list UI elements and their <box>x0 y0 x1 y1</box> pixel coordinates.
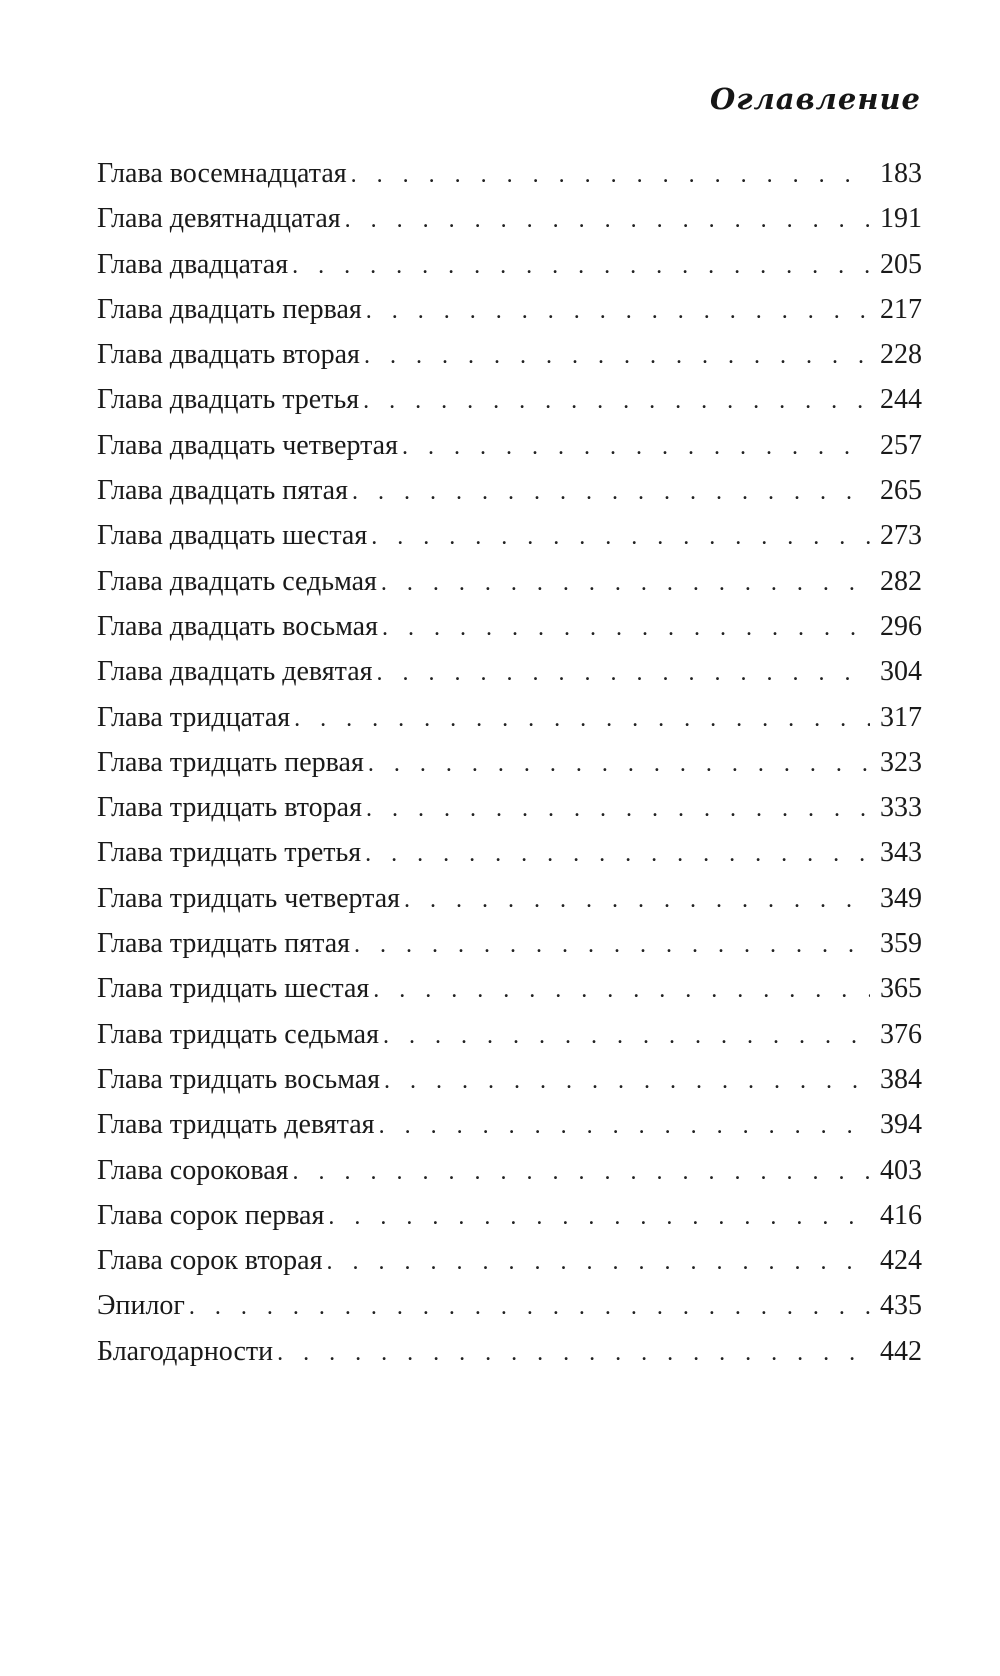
toc-entry-title: Глава тридцать шестая <box>97 973 370 1005</box>
toc-entry <box>97 513 922 558</box>
toc-entry <box>97 876 922 921</box>
toc-entry <box>97 1193 922 1238</box>
toc-entry <box>97 468 922 513</box>
table-of-contents <box>97 151 922 1374</box>
toc-entry-title: Глава двадцать девятая <box>97 656 373 688</box>
toc-entry <box>97 1238 922 1283</box>
toc-entry-title: Глава сорок вторая <box>97 1245 323 1277</box>
toc-entry <box>97 287 922 332</box>
dot-leader <box>352 470 870 515</box>
toc-entry <box>97 1057 922 1102</box>
dot-leader <box>368 742 870 787</box>
toc-entry-title: Глава тридцать первая <box>97 746 364 778</box>
dot-leader <box>328 1195 870 1240</box>
toc-entry <box>97 1283 922 1328</box>
dot-leader <box>189 1285 870 1330</box>
dot-leader <box>365 832 870 877</box>
toc-entry <box>97 921 922 966</box>
toc-entry <box>97 830 922 875</box>
dot-leader <box>366 787 870 832</box>
dot-leader <box>294 697 870 742</box>
dot-leader <box>292 244 870 289</box>
toc-entry-title: Эпилог <box>97 1290 185 1322</box>
dot-leader <box>371 515 870 560</box>
toc-entry-page: 205 <box>880 248 922 280</box>
running-header: Оглавление <box>710 82 921 116</box>
toc-entry-title: Глава двадцать седьмая <box>97 565 377 597</box>
toc-entry <box>97 1012 922 1057</box>
toc-entry-page: 265 <box>880 475 922 507</box>
toc-entry-title: Глава восемнадцатая <box>97 158 347 189</box>
dot-leader <box>327 1240 871 1285</box>
toc-entry-title: Глава двадцать первая <box>97 293 362 325</box>
toc-entry-page: 282 <box>880 565 922 597</box>
toc-entry <box>97 423 922 468</box>
toc-entry-title: Глава тридцать седьмая <box>97 1018 379 1050</box>
toc-entry-title: Глава двадцать восьмая <box>97 610 378 642</box>
dot-leader <box>354 923 870 968</box>
toc-entry <box>97 740 922 785</box>
toc-entry <box>97 559 922 604</box>
toc-entry <box>97 604 922 649</box>
dot-leader <box>373 968 870 1013</box>
toc-entry-page: 403 <box>880 1154 922 1186</box>
toc-entry-page: 228 <box>880 339 922 371</box>
toc-entry-page: 273 <box>880 520 922 552</box>
toc-entry-page: 384 <box>880 1063 922 1095</box>
dot-leader <box>382 606 870 651</box>
toc-entry <box>97 196 922 241</box>
toc-entry-title: Глава двадцатая <box>97 248 289 280</box>
toc-entry <box>97 242 922 287</box>
toc-entry-page: 296 <box>880 610 922 642</box>
toc-entry <box>97 695 922 740</box>
toc-entry-title: Глава сорок первая <box>97 1199 325 1231</box>
toc-entry-title: Глава тридцать пятая <box>97 928 351 960</box>
toc-entry-page: 435 <box>880 1290 922 1322</box>
toc-entry <box>97 377 922 422</box>
dot-leader <box>402 425 870 470</box>
toc-entry-page: 424 <box>880 1245 922 1277</box>
toc-entry-title: Глава двадцать шестая <box>97 520 368 552</box>
toc-entry-title: Глава двадцать пятая <box>97 475 348 507</box>
toc-entry <box>97 785 922 830</box>
toc-entry-page: 257 <box>880 429 922 461</box>
toc-entry-page: 217 <box>880 293 922 325</box>
dot-leader <box>404 878 870 923</box>
toc-entry-page: 416 <box>880 1199 922 1231</box>
toc-entry-page: 394 <box>880 1109 922 1141</box>
toc-entry <box>97 151 922 196</box>
dot-leader <box>277 1331 870 1376</box>
toc-entry-title: Глава тридцать четвертая <box>97 882 401 914</box>
toc-entry <box>97 1102 922 1147</box>
toc-entry <box>97 1148 922 1193</box>
toc-entry-page: 317 <box>880 701 922 733</box>
dot-leader <box>377 651 870 696</box>
toc-entry-page: 244 <box>880 384 922 416</box>
toc-entry-page: 359 <box>880 928 922 960</box>
toc-entry-title: Глава тридцать вторая <box>97 792 362 824</box>
toc-entry <box>97 966 922 1011</box>
dot-leader <box>293 1150 870 1195</box>
dot-leader <box>366 289 870 334</box>
toc-entry <box>97 332 922 377</box>
toc-entry-title: Глава двадцать третья <box>97 384 360 416</box>
toc-entry-title: Глава двадцать вторая <box>97 339 360 371</box>
toc-entry-page: 343 <box>880 837 922 869</box>
dot-leader <box>351 153 870 198</box>
dot-leader <box>384 1059 870 1104</box>
toc-entry-page: 376 <box>880 1018 922 1050</box>
dot-leader <box>364 334 870 379</box>
dot-leader <box>363 379 870 424</box>
toc-entry-title: Глава тридцать восьмая <box>97 1063 381 1095</box>
dot-leader <box>345 198 870 243</box>
toc-entry-page: 183 <box>880 158 922 189</box>
toc-entry-title: Благодарности <box>97 1335 274 1367</box>
toc-entry-page: 333 <box>880 792 922 824</box>
toc-entry-title: Глава тридцатая <box>97 701 291 733</box>
toc-entry-title: Глава девятнадцатая <box>97 203 341 235</box>
toc-entry-page: 365 <box>880 973 922 1005</box>
toc-entry-page: 323 <box>880 746 922 778</box>
toc-entry <box>97 649 922 694</box>
toc-entry-title: Глава тридцать девятая <box>97 1109 375 1141</box>
toc-entry-page: 349 <box>880 882 922 914</box>
toc-entry <box>97 1329 922 1374</box>
toc-entry-page: 304 <box>880 656 922 688</box>
dot-leader <box>381 561 870 606</box>
toc-entry-title: Глава сороковая <box>97 1154 289 1186</box>
toc-entry-title: Глава двадцать четвертая <box>97 429 398 461</box>
dot-leader <box>383 1014 870 1059</box>
toc-entry-page: 191 <box>880 203 922 235</box>
toc-entry-page: 442 <box>880 1335 922 1367</box>
dot-leader <box>379 1104 870 1149</box>
toc-entry-title: Глава тридцать третья <box>97 837 362 869</box>
